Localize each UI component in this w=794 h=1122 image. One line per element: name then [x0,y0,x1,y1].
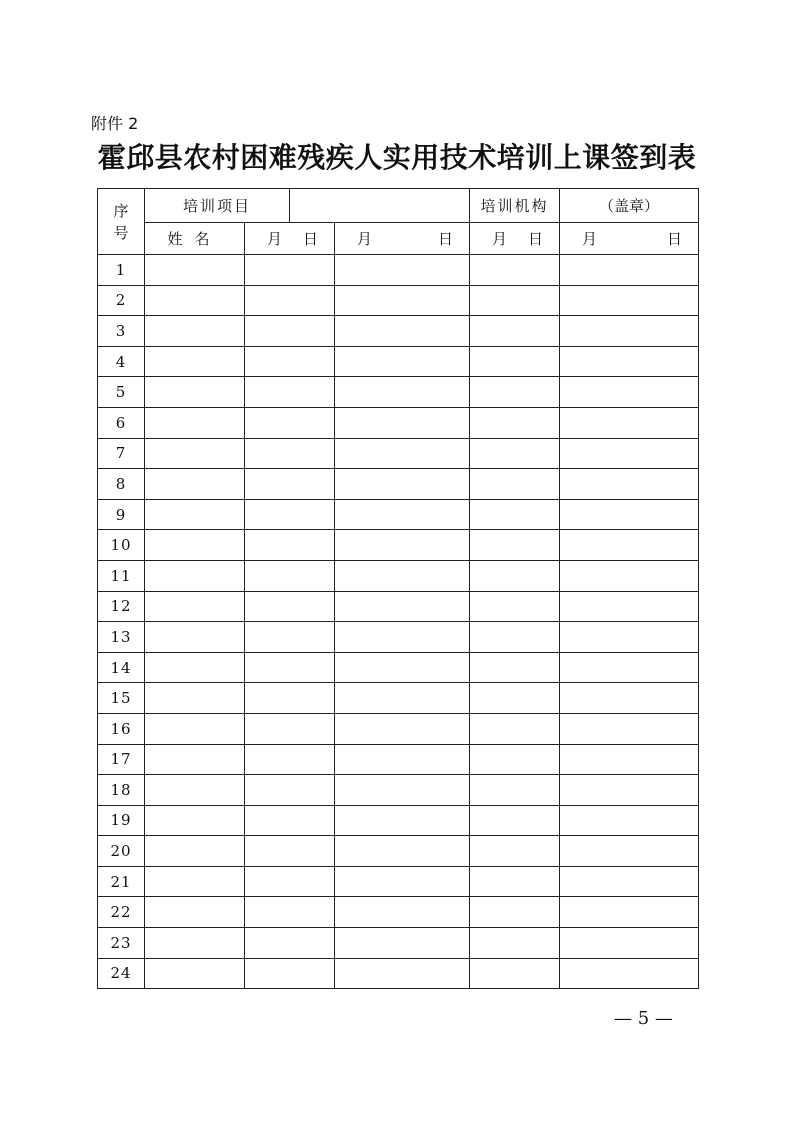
date-cell-2[interactable] [335,836,470,867]
name-cell[interactable] [145,897,245,928]
date-cell-2[interactable] [335,928,470,959]
date-cell-1[interactable] [245,683,335,714]
date-cell-4[interactable] [560,958,699,989]
date-cell-3[interactable] [470,805,560,836]
date-cell-4[interactable] [560,469,699,500]
table-row [98,255,699,286]
date-cell-1[interactable] [245,499,335,530]
name-cell[interactable] [145,928,245,959]
name-cell[interactable] [145,775,245,806]
date-cell-4[interactable] [560,866,699,897]
date-cell-3[interactable] [470,928,560,959]
date-cell-3[interactable] [470,530,560,561]
row-number: 23 [98,928,145,959]
date-cell-2[interactable] [335,591,470,622]
date-cell-4[interactable] [560,438,699,469]
header-row-top [98,189,699,223]
date-cell-2[interactable] [335,958,470,989]
month-label: 月 [582,230,598,248]
table-row [98,499,699,530]
project-label: 培训项目 [145,189,290,223]
date-cell-1[interactable] [245,897,335,928]
row-number: 2 [98,285,145,316]
name-cell[interactable] [145,683,245,714]
date-cell-4[interactable] [560,499,699,530]
date-cell-4[interactable] [560,407,699,438]
table-row [98,897,699,928]
date-cell-3[interactable] [470,469,560,500]
date-cell-3[interactable] [470,591,560,622]
date-cell-2[interactable] [335,499,470,530]
date-cell-1[interactable] [245,285,335,316]
date-cell-4[interactable] [560,255,699,286]
date-cell-1[interactable] [245,255,335,286]
institution-label: 培训机构 [470,189,560,223]
row-number: 5 [98,377,145,408]
name-cell[interactable] [145,836,245,867]
date-cell-3[interactable] [470,407,560,438]
table-row [98,622,699,653]
date-cell-3[interactable] [470,622,560,653]
date-cell-4[interactable] [560,928,699,959]
day-label: 日 [528,230,544,248]
date-header-2 [335,223,470,255]
date-cell-4[interactable] [560,897,699,928]
name-cell[interactable] [145,255,245,286]
table-row [98,866,699,897]
date-cell-1[interactable] [245,346,335,377]
table-row [98,316,699,347]
date-cell-4[interactable] [560,622,699,653]
date-cell-1[interactable] [245,560,335,591]
date-cell-4[interactable] [560,560,699,591]
name-cell[interactable] [145,652,245,683]
table-row [98,805,699,836]
row-number: 22 [98,897,145,928]
name-cell[interactable] [145,866,245,897]
date-cell-2[interactable] [335,622,470,653]
row-number: 19 [98,805,145,836]
seq-header-top: 序 [113,201,129,220]
table-row [98,591,699,622]
date-cell-2[interactable] [335,744,470,775]
date-cell-3[interactable] [470,438,560,469]
date-cell-3[interactable] [470,346,560,377]
date-cell-4[interactable] [560,377,699,408]
name-cell[interactable] [145,805,245,836]
date-cell-1[interactable] [245,377,335,408]
date-cell-3[interactable] [470,652,560,683]
date-cell-4[interactable] [560,713,699,744]
row-number: 24 [98,958,145,989]
date-cell-1[interactable] [245,622,335,653]
date-cell-3[interactable] [470,958,560,989]
row-number: 8 [98,469,145,500]
table-row [98,469,699,500]
date-cell-4[interactable] [560,836,699,867]
date-cell-1[interactable] [245,958,335,989]
table-row [98,407,699,438]
day-label: 日 [438,230,454,248]
date-cell-4[interactable] [560,744,699,775]
name-cell[interactable] [145,438,245,469]
table-row [98,346,699,377]
row-number: 9 [98,499,145,530]
date-cell-1[interactable] [245,316,335,347]
name-cell[interactable] [145,285,245,316]
date-cell-3[interactable] [470,499,560,530]
date-cell-1[interactable] [245,469,335,500]
date-cell-4[interactable] [560,530,699,561]
row-number: 13 [98,622,145,653]
date-cell-2[interactable] [335,255,470,286]
row-number: 11 [98,560,145,591]
table-row [98,438,699,469]
seal-label: （盖章） [560,189,699,223]
date-cell-3[interactable] [470,560,560,591]
row-number: 15 [98,683,145,714]
date-cell-2[interactable] [335,407,470,438]
date-cell-1[interactable] [245,530,335,561]
date-cell-2[interactable] [335,346,470,377]
date-cell-1[interactable] [245,836,335,867]
attachment-label: 附件 2 [91,114,139,133]
month-label: 月 [267,230,283,248]
date-cell-3[interactable] [470,866,560,897]
date-cell-2[interactable] [335,805,470,836]
row-number: 18 [98,775,145,806]
row-number: 7 [98,438,145,469]
table-row [98,652,699,683]
date-cell-2[interactable] [335,469,470,500]
date-cell-2[interactable] [335,377,470,408]
date-cell-4[interactable] [560,805,699,836]
date-cell-2[interactable] [335,285,470,316]
date-cell-1[interactable] [245,928,335,959]
date-cell-4[interactable] [560,316,699,347]
table-row [98,560,699,591]
date-cell-2[interactable] [335,775,470,806]
date-cell-1[interactable] [245,775,335,806]
date-cell-2[interactable] [335,438,470,469]
day-label: 日 [667,230,683,248]
row-number: 4 [98,346,145,377]
row-number: 17 [98,744,145,775]
row-number: 16 [98,713,145,744]
day-label: 日 [303,230,319,248]
name-header: 姓名 [145,223,245,255]
date-cell-4[interactable] [560,285,699,316]
date-cell-1[interactable] [245,805,335,836]
date-cell-3[interactable] [470,744,560,775]
date-cell-2[interactable] [335,560,470,591]
project-value-cell[interactable] [290,189,470,223]
date-cell-1[interactable] [245,438,335,469]
date-cell-3[interactable] [470,836,560,867]
date-cell-2[interactable] [335,897,470,928]
row-number: 10 [98,530,145,561]
sign-in-table [97,188,699,989]
date-cell-3[interactable] [470,713,560,744]
date-cell-2[interactable] [335,683,470,714]
row-number: 12 [98,591,145,622]
name-cell[interactable] [145,469,245,500]
date-cell-2[interactable] [335,530,470,561]
table-row [98,958,699,989]
date-cell-3[interactable] [470,316,560,347]
date-cell-3[interactable] [470,285,560,316]
date-cell-2[interactable] [335,652,470,683]
date-cell-1[interactable] [245,713,335,744]
date-cell-2[interactable] [335,866,470,897]
date-cell-1[interactable] [245,407,335,438]
table-row [98,683,699,714]
date-header-4 [560,223,699,255]
name-cell[interactable] [145,713,245,744]
name-cell[interactable] [145,744,245,775]
name-cell[interactable] [145,499,245,530]
table-row [98,836,699,867]
date-cell-2[interactable] [335,316,470,347]
name-cell[interactable] [145,622,245,653]
date-cell-3[interactable] [470,775,560,806]
date-cell-1[interactable] [245,652,335,683]
name-cell[interactable] [145,407,245,438]
row-number: 20 [98,836,145,867]
date-cell-4[interactable] [560,591,699,622]
row-number: 14 [98,652,145,683]
date-cell-3[interactable] [470,377,560,408]
month-label: 月 [357,230,373,248]
row-number: 21 [98,866,145,897]
date-header-1 [245,223,335,255]
date-cell-4[interactable] [560,652,699,683]
table-row [98,285,699,316]
row-number: 3 [98,316,145,347]
date-cell-4[interactable] [560,346,699,377]
table-row [98,530,699,561]
name-cell[interactable] [145,591,245,622]
date-cell-3[interactable] [470,255,560,286]
table-row [98,775,699,806]
date-cell-3[interactable] [470,683,560,714]
date-cell-4[interactable] [560,775,699,806]
table-row [98,713,699,744]
date-cell-1[interactable] [245,591,335,622]
row-number: 6 [98,407,145,438]
name-cell[interactable] [145,958,245,989]
name-cell[interactable] [145,377,245,408]
name-cell[interactable] [145,560,245,591]
row-number: 1 [98,255,145,286]
seq-header-bottom: 号 [113,223,129,242]
date-cell-1[interactable] [245,866,335,897]
name-cell[interactable] [145,530,245,561]
document-title: 霍邱县农村困难残疾人实用技术培训上课签到表 [97,141,697,174]
date-cell-1[interactable] [245,744,335,775]
table-row [98,928,699,959]
table-row [98,744,699,775]
page-number: — 5 — [614,1008,673,1029]
date-cell-4[interactable] [560,683,699,714]
date-header-3 [470,223,560,255]
date-cell-2[interactable] [335,713,470,744]
name-cell[interactable] [145,346,245,377]
date-cell-3[interactable] [470,897,560,928]
month-label: 月 [492,230,508,248]
table-row [98,377,699,408]
name-cell[interactable] [145,316,245,347]
header-row-bottom [98,223,699,255]
seq-header [98,189,145,255]
